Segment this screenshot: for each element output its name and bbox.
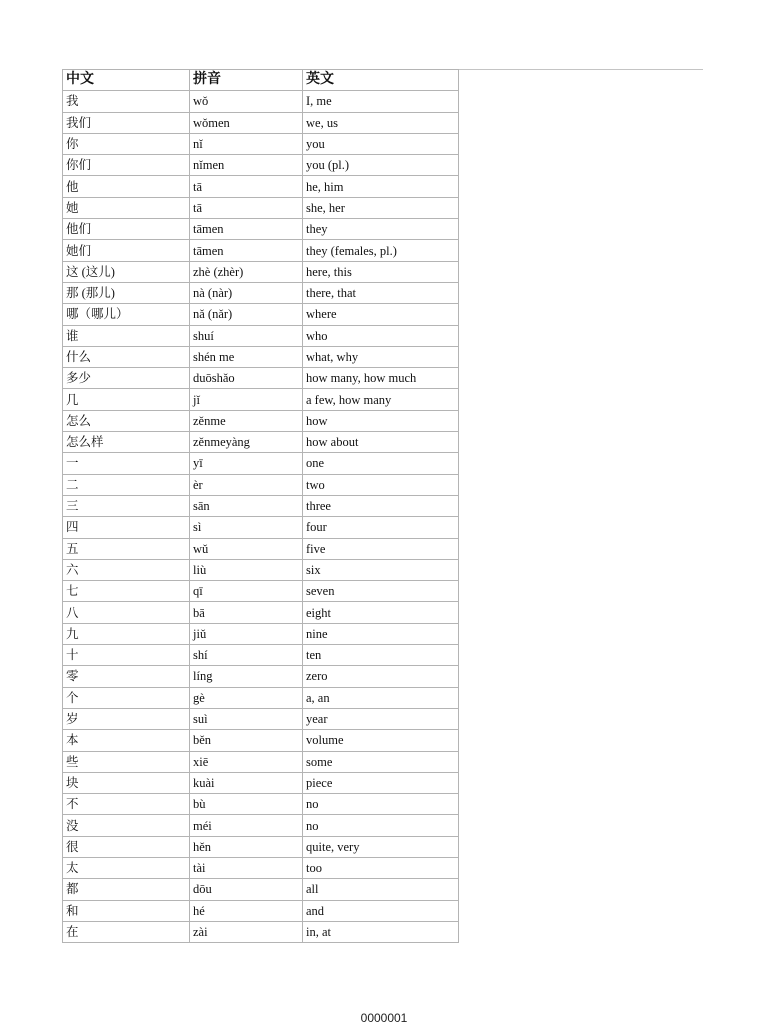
english-cell: we, us [303,112,459,133]
chinese-cell: 个 [63,687,190,708]
pinyin-cell: liù [190,559,303,580]
table-row [63,389,459,410]
chinese-cell: 块 [63,772,190,793]
pinyin-cell: hěn [190,836,303,857]
chinese-cell: 不 [63,794,190,815]
chinese-cell: 很 [63,836,190,857]
pinyin-cell: wǒmen [190,112,303,133]
table-row [63,282,459,303]
english-cell: and [303,900,459,921]
table-row [63,432,459,453]
table-row [63,623,459,644]
chinese-cell: 岁 [63,708,190,729]
header-rule [457,69,703,70]
chinese-cell: 七 [63,581,190,602]
vocabulary-table-body [63,91,459,943]
english-cell: no [303,794,459,815]
chinese-cell: 一 [63,453,190,474]
table-row [63,772,459,793]
chinese-cell: 五 [63,538,190,559]
chinese-cell: 九 [63,623,190,644]
table-row [63,495,459,516]
pinyin-cell: tāmen [190,240,303,261]
chinese-cell: 多少 [63,368,190,389]
pinyin-cell: shén me [190,346,303,367]
chinese-cell: 你们 [63,155,190,176]
table-row [63,133,459,154]
chinese-cell: 没 [63,815,190,836]
chinese-cell: 怎么样 [63,432,190,453]
page-number: 0000001 [360,1011,408,1025]
table-row [63,836,459,857]
english-cell: what, why [303,346,459,367]
table-row [63,453,459,474]
pinyin-cell: wǒ [190,91,303,112]
table-row [63,687,459,708]
pinyin-cell: zěnme [190,410,303,431]
table-row [63,325,459,346]
pinyin-cell: méi [190,815,303,836]
pinyin-cell: gè [190,687,303,708]
chinese-cell: 十 [63,645,190,666]
table-row [63,155,459,176]
table-row [63,197,459,218]
chinese-cell: 这 (这儿) [63,261,190,282]
table-row [63,921,459,942]
english-cell: who [303,325,459,346]
chinese-cell: 六 [63,559,190,580]
english-cell: how many, how much [303,368,459,389]
chinese-cell: 都 [63,879,190,900]
chinese-cell: 在 [63,921,190,942]
english-cell: year [303,708,459,729]
english-cell: you (pl.) [303,155,459,176]
chinese-cell: 几 [63,389,190,410]
table-header-row [63,70,459,91]
chinese-cell: 她 [63,197,190,218]
pinyin-cell: zài [190,921,303,942]
table-row [63,517,459,538]
english-cell: a few, how many [303,389,459,410]
english-cell: one [303,453,459,474]
column-header-pinyin: 拼音 [190,70,303,91]
pinyin-cell: nǐmen [190,155,303,176]
chinese-cell: 什么 [63,346,190,367]
pinyin-cell: jiǔ [190,623,303,644]
pinyin-cell: jǐ [190,389,303,410]
english-cell: eight [303,602,459,623]
english-cell: three [303,495,459,516]
pinyin-cell: hé [190,900,303,921]
table-row [63,602,459,623]
chinese-cell: 他 [63,176,190,197]
table-row [63,900,459,921]
chinese-cell: 本 [63,730,190,751]
english-cell: ten [303,645,459,666]
chinese-cell: 谁 [63,325,190,346]
chinese-cell: 我 [63,91,190,112]
table-row [63,410,459,431]
english-cell: they [303,219,459,240]
table-row [63,666,459,687]
chinese-cell: 太 [63,857,190,878]
english-cell: some [303,751,459,772]
pinyin-cell: nǎ (nǎr) [190,304,303,325]
column-header-english: 英文 [303,70,459,91]
pinyin-cell: shuí [190,325,303,346]
english-cell: how [303,410,459,431]
pinyin-cell: bù [190,794,303,815]
table-row [63,730,459,751]
pinyin-cell: zěnmeyàng [190,432,303,453]
english-cell: quite, very [303,836,459,857]
pinyin-cell: sān [190,495,303,516]
english-cell: four [303,517,459,538]
english-cell: I, me [303,91,459,112]
pinyin-cell: nà (nàr) [190,282,303,303]
pinyin-cell: kuài [190,772,303,793]
table-row [63,751,459,772]
table-row [63,304,459,325]
english-cell: six [303,559,459,580]
table-row [63,176,459,197]
table-row [63,581,459,602]
english-cell: here, this [303,261,459,282]
chinese-cell: 和 [63,900,190,921]
pinyin-cell: sì [190,517,303,538]
english-cell: she, her [303,197,459,218]
table-row [63,240,459,261]
english-cell: they (females, pl.) [303,240,459,261]
english-cell: zero [303,666,459,687]
pinyin-cell: zhè (zhèr) [190,261,303,282]
table-row [63,559,459,580]
pinyin-cell: běn [190,730,303,751]
chinese-cell: 零 [63,666,190,687]
pinyin-cell: tā [190,197,303,218]
english-cell: you [303,133,459,154]
english-cell: in, at [303,921,459,942]
table-row [63,368,459,389]
table-row [63,857,459,878]
pinyin-cell: bā [190,602,303,623]
chinese-cell: 他们 [63,219,190,240]
english-cell: two [303,474,459,495]
chinese-cell: 三 [63,495,190,516]
pinyin-cell: tāmen [190,219,303,240]
chinese-cell: 她们 [63,240,190,261]
chinese-cell: 二 [63,474,190,495]
pinyin-cell: wǔ [190,538,303,559]
table-row [63,219,459,240]
table-row [63,538,459,559]
english-cell: too [303,857,459,878]
table-row [63,645,459,666]
table-row [63,261,459,282]
table-row [63,91,459,112]
english-cell: five [303,538,459,559]
table-row [63,794,459,815]
pinyin-cell: shí [190,645,303,666]
pinyin-cell: nǐ [190,133,303,154]
pinyin-cell: tài [190,857,303,878]
english-cell: a, an [303,687,459,708]
pinyin-cell: qī [190,581,303,602]
chinese-cell: 八 [63,602,190,623]
pinyin-cell: duōshǎo [190,368,303,389]
column-header-chinese: 中文 [63,70,190,91]
english-cell: volume [303,730,459,751]
chinese-cell: 四 [63,517,190,538]
pinyin-cell: dōu [190,879,303,900]
pinyin-cell: yī [190,453,303,474]
pinyin-cell: tā [190,176,303,197]
english-cell: he, him [303,176,459,197]
pinyin-cell: líng [190,666,303,687]
pinyin-cell: èr [190,474,303,495]
chinese-cell: 些 [63,751,190,772]
table-row [63,815,459,836]
pinyin-cell: suì [190,708,303,729]
english-cell: how about [303,432,459,453]
table-row [63,708,459,729]
english-cell: no [303,815,459,836]
english-cell: all [303,879,459,900]
chinese-cell: 我们 [63,112,190,133]
chinese-cell: 怎么 [63,410,190,431]
pinyin-cell: xiē [190,751,303,772]
table-row [63,879,459,900]
english-cell: seven [303,581,459,602]
chinese-cell: 哪（哪儿） [63,304,190,325]
table-row [63,112,459,133]
table-row [63,346,459,367]
chinese-cell: 你 [63,133,190,154]
vocabulary-table [62,69,459,943]
english-cell: where [303,304,459,325]
english-cell: nine [303,623,459,644]
table-row [63,474,459,495]
chinese-cell: 那 (那儿) [63,282,190,303]
english-cell: piece [303,772,459,793]
english-cell: there, that [303,282,459,303]
